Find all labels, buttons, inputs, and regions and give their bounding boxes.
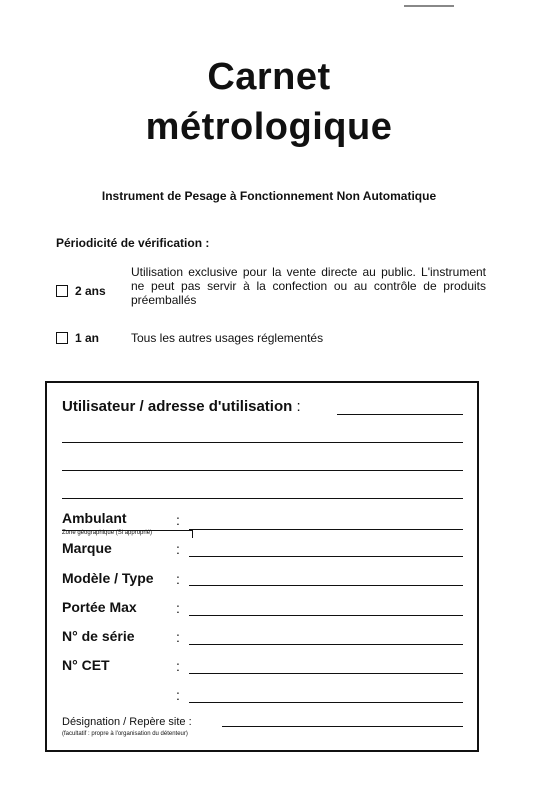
field-line-extra[interactable] <box>189 702 463 703</box>
field-line-portee-max[interactable] <box>189 615 463 616</box>
periodicity-label: Périodicité de vérification : <box>56 236 210 250</box>
field-label-numero-cet: N° CET <box>62 657 110 673</box>
option-label-1-year: 1 an <box>75 331 100 345</box>
field-colon-numero-serie: : <box>176 629 180 645</box>
field-label-marque: Marque <box>62 540 112 556</box>
user-address-line-2[interactable] <box>62 442 463 443</box>
field-colon-ambulant: : <box>176 512 180 528</box>
field-line-numero-cet[interactable] <box>189 673 463 674</box>
option-label-2-years: 2 ans <box>75 284 106 298</box>
title-line-1: Carnet <box>207 56 331 98</box>
user-address-label-text: Utilisateur / adresse d'utilisation <box>62 398 293 415</box>
field-label-ambulant: Ambulant <box>62 510 127 526</box>
instrument-form-frame <box>45 381 479 752</box>
ambulant-zone-note: Zone géographique (Si approprié) <box>62 530 153 536</box>
field-line-marque[interactable] <box>189 556 463 557</box>
field-label-portee-max: Portée Max <box>62 599 137 615</box>
document-title <box>0 52 538 152</box>
field-line-ambulant[interactable] <box>189 529 463 530</box>
field-colon-portee-max: : <box>176 600 180 616</box>
corner-mark <box>404 0 454 7</box>
user-address-colon: : <box>296 398 301 415</box>
option-description-1-year: Tous les autres usages réglementés <box>131 331 324 345</box>
checkbox-2-years[interactable] <box>56 285 68 297</box>
instrument-subtitle: Instrument de Pesage à Fonctionnement Non Automatique <box>101 189 437 203</box>
field-label-modele-type: Modèle / Type <box>62 570 154 586</box>
field-label-numero-serie: N° de série <box>62 628 135 644</box>
option-description-2-years: Utilisation exclusive pour la vente directe au public. L'instrument ne peut pas servir à la confection ou au contrôle de produits préemballés <box>131 265 486 307</box>
user-address-line-1[interactable] <box>337 414 463 415</box>
designation-label: Désignation / Repère site : <box>62 716 192 728</box>
field-colon-marque: : <box>176 541 180 557</box>
user-address-line-3[interactable] <box>62 470 463 471</box>
field-line-numero-serie[interactable] <box>189 644 463 645</box>
field-line-modele-type[interactable] <box>189 585 463 586</box>
field-line-designation[interactable] <box>222 726 463 727</box>
user-address-line-4[interactable] <box>62 498 463 499</box>
checkbox-1-year[interactable] <box>56 332 68 344</box>
designation-note: (facultatif : propre à l'organisation du détenteur) <box>62 731 188 737</box>
field-colon-numero-cet: : <box>176 658 180 674</box>
user-address-label <box>62 398 301 415</box>
title-line-2: métrologique <box>145 106 393 148</box>
ambulant-note-bracket <box>62 530 193 538</box>
field-colon-extra: : <box>176 687 180 703</box>
field-colon-modele-type: : <box>176 571 180 587</box>
